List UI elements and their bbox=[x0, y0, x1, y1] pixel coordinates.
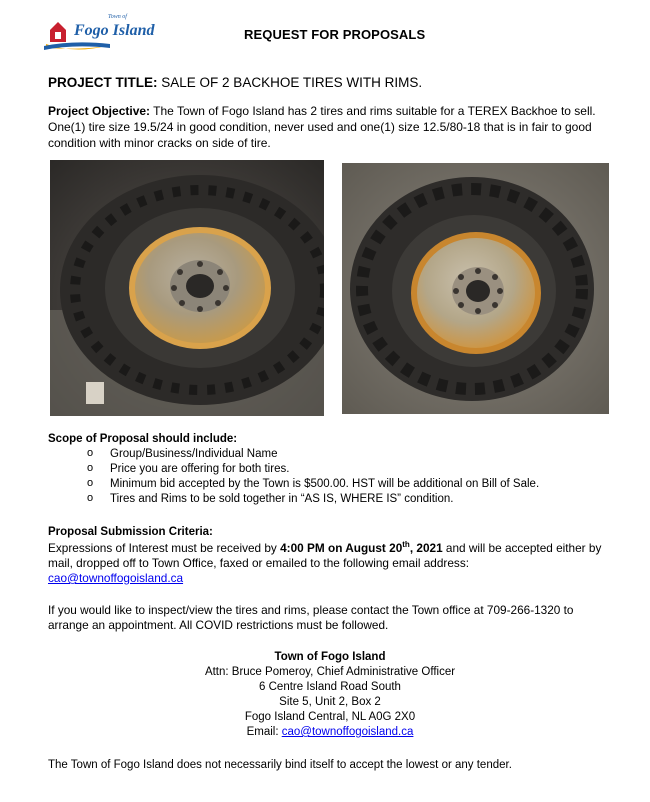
contact-email-label: Email: bbox=[246, 726, 279, 738]
scope-item: o Price you are offering for both tires. bbox=[82, 462, 539, 477]
page-title: REQUEST FOR PROPOSALS bbox=[244, 27, 426, 42]
contact-name: Town of Fogo Island bbox=[274, 651, 386, 663]
scope-item: o Group/Business/Individual Name bbox=[82, 447, 539, 462]
scope-item: o Tires and Rims to be sold together in “AS IS, WHERE IS” condition. bbox=[82, 492, 539, 507]
contact-attn: Attn: Bruce Pomeroy, Chief Administrative Officer bbox=[204, 666, 456, 678]
project-title bbox=[48, 75, 422, 90]
project-title-label: PROJECT TITLE: bbox=[48, 75, 158, 90]
criteria-heading: Proposal Submission Criteria: bbox=[48, 526, 213, 538]
criteria-deadline: 4:00 PM on August 20th, 2021 bbox=[280, 540, 443, 555]
tire-photo-small bbox=[342, 163, 609, 414]
criteria-email-link[interactable]: cao@townoffogoisland.ca bbox=[48, 571, 184, 585]
project-objective bbox=[48, 103, 608, 151]
scope-item: o Minimum bid accepted by the Town is $500.00. HST will be additional on Bill of Sale. bbox=[82, 477, 539, 492]
project-title-text: SALE OF 2 BACKHOE TIRES WITH RIMS. bbox=[161, 75, 423, 90]
scope-list bbox=[82, 447, 539, 507]
criteria-text-after: and will be accepted either by mail, dropped off to Town Office, faxed or emailed to the following email address: bbox=[48, 541, 602, 570]
footer-disclaimer: The Town of Fogo Island does not necessarily bind itself to accept the lowest or any tender. bbox=[48, 759, 512, 771]
logo-name: Fogo Island bbox=[74, 22, 155, 39]
criteria-text-before: Expressions of Interest must be received by bbox=[48, 541, 277, 555]
inspect-text: If you would like to inspect/view the tires and rims, please contact the Town office at 709-266-1320 to arrange an appointment. All COVID restrictions must be followed. bbox=[48, 603, 574, 632]
tire-photo-large bbox=[50, 160, 324, 416]
contact-address-line: Site 5, Unit 2, Box 2 bbox=[279, 696, 381, 708]
scope-heading: Scope of Proposal should include: bbox=[48, 433, 238, 445]
objective-text: The Town of Fogo Island has 2 tires and rims suitable for a TEREX Backhoe to sell. One(1) tire size 19.5/24 in good condition, never used and one(1) size 12.5/80-18 that is in fair to good condition with minor cracks on side of tire. bbox=[48, 104, 596, 150]
objective-label: Project Objective: bbox=[48, 104, 151, 118]
contact-address-line: 6 Centre Island Road South bbox=[259, 681, 401, 693]
contact-email-link[interactable]: cao@townoffogoisland.ca bbox=[281, 726, 414, 738]
logo-town-of: Town of bbox=[108, 14, 127, 20]
contact-email-row bbox=[130, 725, 530, 740]
town-logo bbox=[44, 10, 168, 54]
criteria-text bbox=[48, 541, 613, 586]
logo-graphic bbox=[44, 10, 168, 54]
contact-address-line: Fogo Island Central, NL A0G 2X0 bbox=[244, 711, 416, 723]
contact-block bbox=[130, 650, 530, 740]
